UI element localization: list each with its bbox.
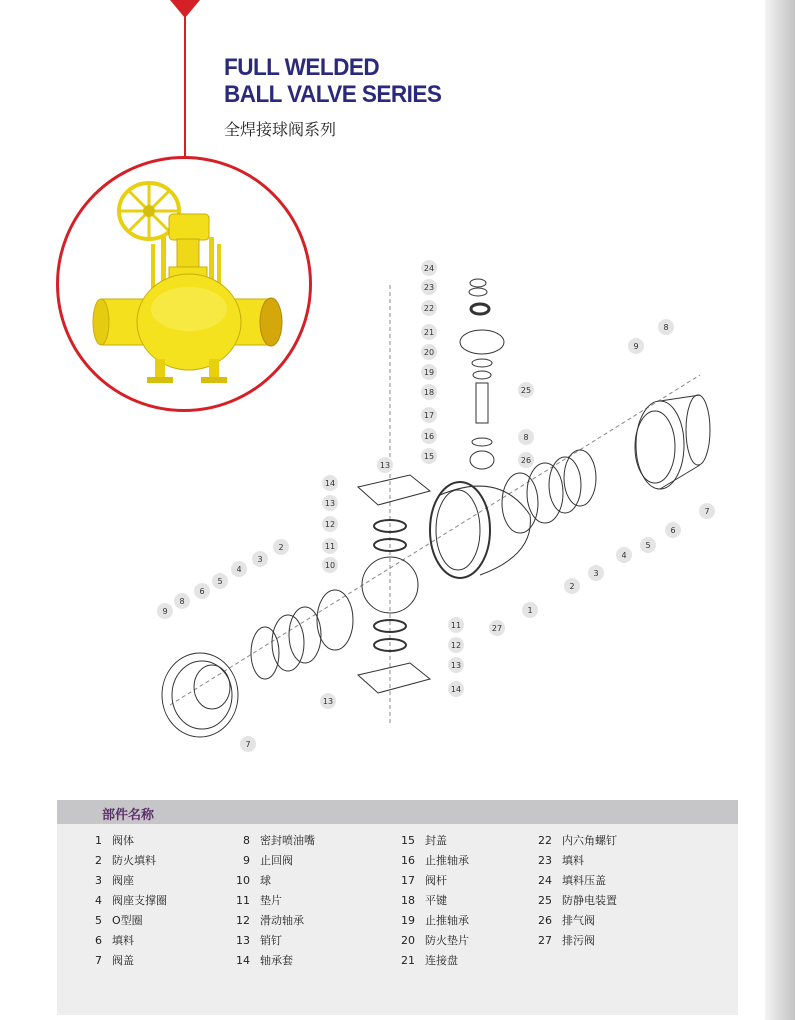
callout-13: 13 <box>324 499 336 508</box>
page-edge-shadow <box>765 0 795 1020</box>
part-item: 4 阀座支撑圈 <box>95 894 167 907</box>
part-item: 23 填料 <box>538 854 584 867</box>
callout-labels <box>162 264 709 749</box>
callout-4: 4 <box>236 565 242 574</box>
callout-18: 18 <box>423 388 435 397</box>
callout-markers <box>157 260 715 752</box>
callout-20: 20 <box>423 348 435 357</box>
callout-14: 14 <box>324 479 336 488</box>
callout-21: 21 <box>423 328 435 337</box>
callout-17: 17 <box>423 411 435 420</box>
callout-12: 12 <box>450 641 462 650</box>
callout-9: 9 <box>162 607 168 616</box>
callout-12: 12 <box>324 520 336 529</box>
callout-24: 24 <box>423 264 435 273</box>
parts-list <box>57 830 738 1010</box>
title-line-2: BALL VALVE SERIES <box>224 81 442 108</box>
callout-15: 15 <box>423 452 435 461</box>
part-item: 20 防火垫片 <box>401 934 469 947</box>
part-item: 8 密封喷油嘴 <box>243 834 315 847</box>
callout-25: 25 <box>520 386 532 395</box>
part-item: 10 球 <box>236 874 271 887</box>
part-item: 26 排气阀 <box>538 914 595 927</box>
part-item: 7 阀盖 <box>95 954 134 967</box>
callout-2: 2 <box>569 582 575 591</box>
part-item: 1 阀体 <box>95 834 134 847</box>
part-item: 18 平键 <box>401 894 447 907</box>
parts-list-title: 部件名称 <box>102 808 155 823</box>
accent-line <box>184 0 186 158</box>
part-item: 15 封盖 <box>401 834 447 847</box>
part-item: 11 垫片 <box>236 894 282 907</box>
part-item: 3 阀座 <box>95 874 134 887</box>
callout-7: 7 <box>245 740 251 749</box>
callout-13: 13 <box>450 661 462 670</box>
callout-27: 27 <box>491 624 503 633</box>
callout-5: 5 <box>217 577 223 586</box>
callout-13: 13 <box>379 461 391 470</box>
accent-triangle-icon <box>170 0 200 18</box>
callout-3: 3 <box>257 555 263 564</box>
part-item: 13 销钉 <box>236 934 282 947</box>
callout-10: 10 <box>324 561 336 570</box>
callout-13: 13 <box>322 697 334 706</box>
callout-19: 19 <box>423 368 435 377</box>
part-item: 19 止推轴承 <box>401 914 469 927</box>
callout-8: 8 <box>179 597 185 606</box>
page-subtitle-cn: 全焊接球阀系列 <box>224 120 337 139</box>
callout-9: 9 <box>633 342 639 351</box>
callout-11: 11 <box>450 621 462 630</box>
part-item: 27 排污阀 <box>538 934 595 947</box>
callout-22: 22 <box>423 304 435 313</box>
part-item: 5 O型圈 <box>95 914 143 927</box>
part-item: 16 止推轴承 <box>401 854 469 867</box>
parts-header-bar <box>57 800 738 824</box>
callout-6: 6 <box>670 526 676 535</box>
callout-8: 8 <box>663 323 669 332</box>
part-item: 2 防火填料 <box>95 854 156 867</box>
callout-16: 16 <box>423 432 435 441</box>
callout-7: 7 <box>704 507 710 516</box>
part-item: 14 轴承套 <box>236 954 293 967</box>
part-item: 25 防静电装置 <box>538 894 617 907</box>
callout-8: 8 <box>523 433 529 442</box>
part-item: 24 填料压盖 <box>538 874 606 887</box>
part-item: 9 止回阀 <box>243 854 293 867</box>
part-item: 12 滑动轴承 <box>236 914 304 927</box>
callout-11: 11 <box>324 542 336 551</box>
callout-23: 23 <box>423 283 435 292</box>
callout-6: 6 <box>199 587 205 596</box>
part-item: 6 填料 <box>95 934 134 947</box>
title-line-1: FULL WELDED <box>224 54 380 81</box>
callout-4: 4 <box>621 551 627 560</box>
callout-1: 1 <box>527 606 533 615</box>
parts-list-panel <box>57 800 738 1015</box>
callout-14: 14 <box>450 685 462 694</box>
exploded-view-diagram <box>140 255 730 765</box>
callout-5: 5 <box>645 541 651 550</box>
callout-2: 2 <box>278 543 284 552</box>
callout-3: 3 <box>593 569 599 578</box>
page-title <box>224 54 441 108</box>
part-item: 21 连接盘 <box>401 954 458 967</box>
part-item: 17 阀杆 <box>401 874 447 887</box>
part-item: 22 内六角螺钉 <box>538 834 617 847</box>
callout-26: 26 <box>520 456 532 465</box>
